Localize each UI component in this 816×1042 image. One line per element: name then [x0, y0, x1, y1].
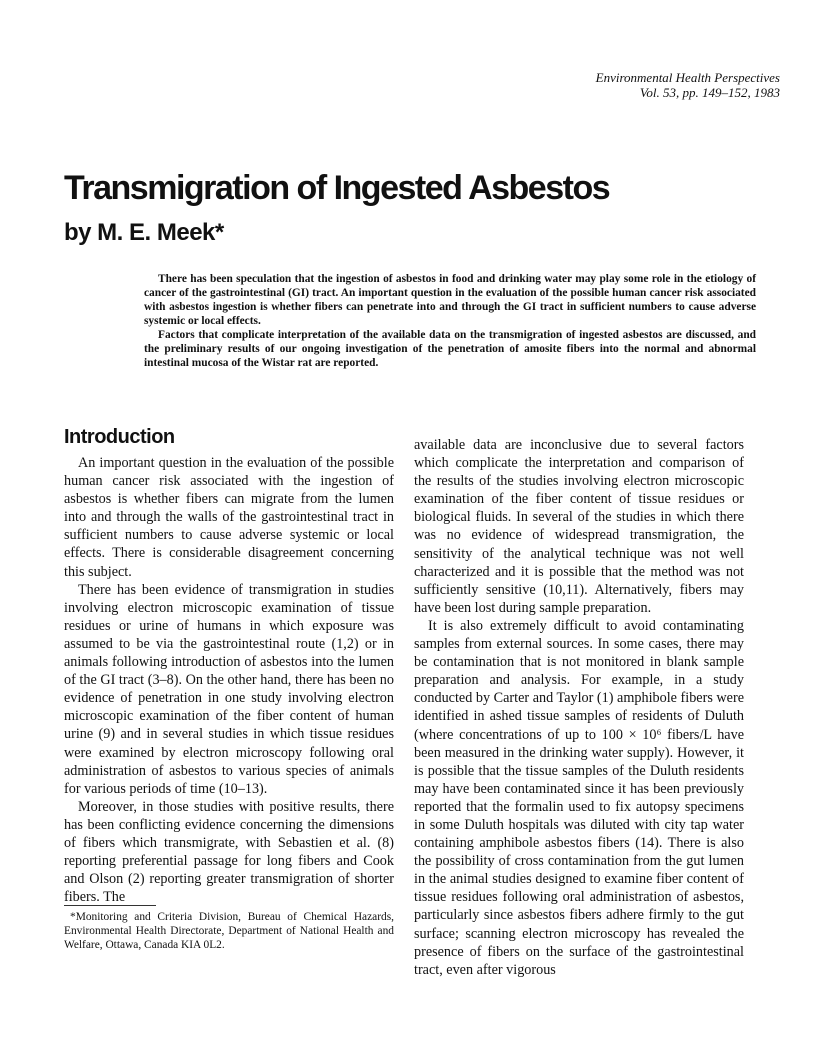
body-paragraph: It is also extremely difficult to avoid contaminating samples from external sources. In some cases, there may be contamination that is not monitored in blank sample preparation and analysis. For example, in a study conducted by Carter and Taylor (1) amphibole fibers were identified in ashed tissue samples of residents of Duluth (where concentrations of up to 100 × 10⁶ fibers/L have been measured in the drinking water supply). However, it is possible that the tissue samples of the Duluth residents may have been contaminated since it has been previously reported that the formalin used to fix autopsy specimens in some Duluth hospitals was diluted with city tap water containing amphibole asbestos fibers (14). There is also the possibility of cross contamination from the gut lumen in the animal studies designed to examine fiber content of tissue residues following oral administration of asbestos, particularly since asbestos fibers adhere firmly to the gut surface; scanning electron microscopy has revealed the presence of fibers on the surface of the gastrointestinal tract, even after vigorous	[414, 617, 744, 978]
body-paragraph: An important question in the evaluation of the possible human cancer risk associated with the ingestion of asbestos is whether fibers can migrate from the lumen into and through the walls of the gastrointestinal tract in sufficient numbers to cause adverse systemic or local effects. There is considerable disagreement concerning this subject.	[64, 455, 394, 580]
article-author: by M. E. Meek*	[64, 219, 224, 246]
author-affiliation-footnote: *Monitoring and Criteria Division, Bureau of Chemical Hazards, Environmental Health Directorate, Department of National Health and Welfare, Ottawa, Canada KIA 0L2.	[64, 911, 394, 951]
left-column	[64, 426, 394, 906]
abstract-paragraph: Factors that complicate interpretation of the available data on the transmigration of ingested asbestos are discussed, and the preliminary results of our ongoing investigation of the penetration of amosite fibers into the normal and abnormal intestinal mucosa of the Wistar rat are reported.	[144, 329, 756, 369]
citation: Vol. 53, pp. 149–152, 1983	[639, 85, 780, 100]
journal-header	[596, 70, 780, 100]
journal-name: Environmental Health Perspectives	[595, 70, 780, 85]
abstract-paragraph: There has been speculation that the ingestion of asbestos in food and drinking water may play some role in the etiology of cancer of the gastrointestinal (GI) tract. An important question in the evaluation of the possible human cancer risk associated with asbestos ingestion is whether fibers can penetrate into and through the GI tract in sufficient numbers to cause adverse systemic or local effects.	[144, 273, 756, 327]
article-title: Transmigration of Ingested Asbestos	[64, 169, 610, 207]
body-paragraph: available data are inconclusive due to several factors which complicate the interpretation and comparison of the results of the studies involving electron microscopic examination of the fiber content of tissue residues or biological fluids. In several of the studies in which there was no evidence of widespread transmigration, the sensitivity of the analytical technique was not well characterized and it is possible that the method was not sufficiently sensitive (10,11). Alternatively, fibers may have been lost during sample preparation.	[414, 437, 744, 616]
abstract	[144, 272, 756, 370]
body-paragraph: There has been evidence of transmigration in studies involving electron microscopic examination of tissue residues or urine of humans in which exposure was assumed to be via the gastrointestinal route (1,2) or in animals following introduction of asbestos into the lumen of the GI tract (3–8). On the other hand, there has been no evidence of penetration in one study involving electron microscopic examination of the fiber content of human urine (9) and in several studies in which tissue residues were examined by electron microscopy following oral administration of asbestos to various species of animals for various periods of time (10–13).	[64, 581, 394, 797]
section-heading-introduction: Introduction	[64, 426, 175, 448]
right-column	[414, 436, 744, 979]
body-paragraph: Moreover, in those studies with positive results, there has been conflicting evidence concerning the dimensions of fibers which transmigrate, with Sebastien et al. (8) reporting preferential passage for long fibers and Cook and Olson (2) reporting greater transmigration of shorter fibers. The	[64, 798, 394, 906]
footnote-divider	[64, 905, 156, 906]
